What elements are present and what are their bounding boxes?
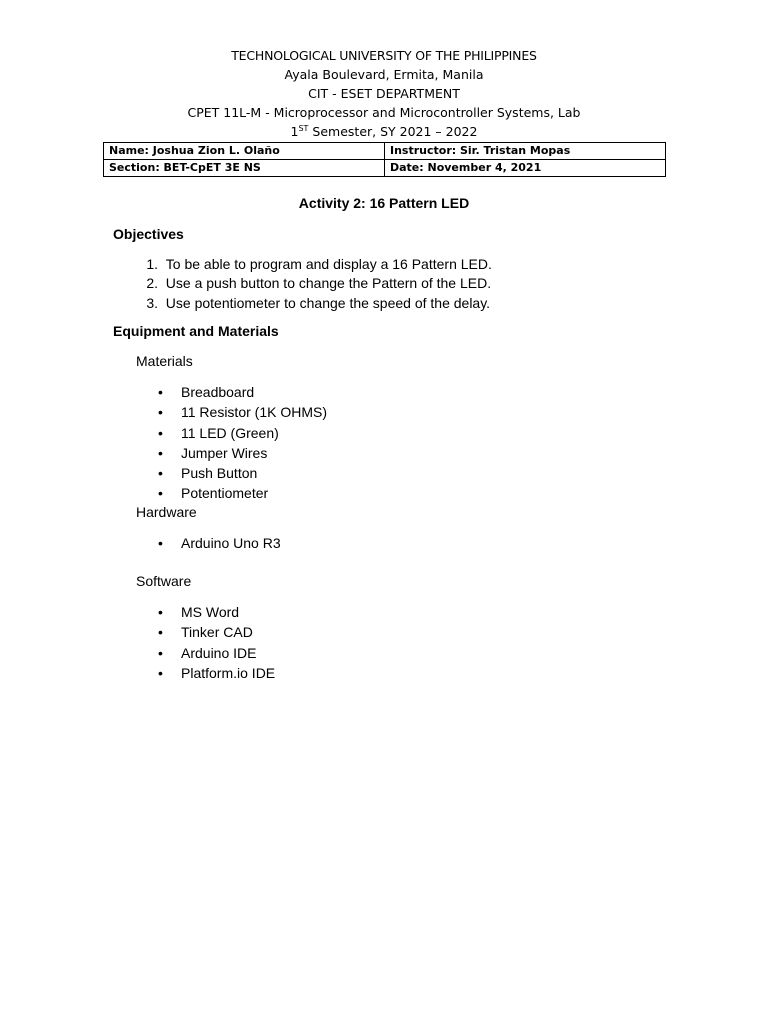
- activity-title: Activity 2: 16 Pattern LED: [298, 195, 470, 211]
- list-text: Jumper Wires: [181, 444, 268, 461]
- list-item: [158, 533, 281, 553]
- section-cell: Section: BET-CpET 3E NS: [104, 160, 385, 177]
- list-item: [158, 463, 327, 483]
- list-item: [158, 643, 275, 663]
- list-item: [113, 274, 492, 293]
- hardware-list: [158, 533, 281, 553]
- list-text: Potentiometer: [181, 485, 269, 502]
- software-list: [158, 602, 275, 683]
- list-item: [158, 382, 327, 402]
- list-item: [158, 423, 327, 443]
- bullet-icon: •: [158, 604, 163, 620]
- list-number: 1.: [146, 256, 158, 272]
- instructor-cell: Instructor: Sir. Tristan Mopas: [385, 143, 666, 160]
- software-label: Software: [136, 573, 192, 589]
- bullet-icon: •: [158, 485, 163, 502]
- date-cell: Date: November 4, 2021: [385, 160, 666, 177]
- semester-number: 1: [290, 124, 299, 139]
- list-text: Platform.io IDE: [181, 664, 276, 681]
- objectives-heading: Objectives: [113, 226, 184, 242]
- semester-text: Semester, SY 2021 – 2022: [308, 124, 478, 139]
- equipment-heading: Equipment and Materials: [113, 323, 279, 339]
- list-text: Arduino IDE: [181, 644, 257, 661]
- university-address: Ayala Boulevard, Ermita, Manila: [284, 67, 484, 82]
- department-name: CIT - ESET DEPARTMENT: [308, 86, 460, 101]
- student-name-cell: Name: Joshua Zion L. Olaño: [104, 143, 385, 160]
- list-text: Breadboard: [181, 384, 255, 400]
- materials-label: Materials: [136, 353, 193, 369]
- bullet-icon: •: [158, 404, 163, 421]
- bullet-icon: •: [158, 535, 163, 551]
- list-item: [113, 255, 492, 274]
- course-title: CPET 11L-M - Microprocessor and Microcontroller Systems, Lab: [187, 105, 581, 120]
- table-row: [104, 143, 666, 160]
- bullet-icon: •: [158, 664, 163, 681]
- list-text: Use potentiometer to change the speed of the delay.: [165, 294, 491, 311]
- bullet-icon: •: [158, 444, 163, 461]
- bullet-icon: •: [158, 644, 163, 661]
- list-item: [158, 402, 327, 422]
- university-name: TECHNOLOGICAL UNIVERSITY OF THE PHILIPPINES: [231, 48, 537, 63]
- list-text: Arduino Uno R3: [181, 535, 281, 551]
- list-number: 2.: [146, 275, 158, 292]
- list-text: MS Word: [181, 604, 240, 620]
- list-text: 11 Resistor (1K OHMS): [181, 404, 327, 421]
- list-text: To be able to program and display a 16 Pattern LED.: [165, 256, 492, 272]
- list-item: [158, 622, 275, 642]
- bullet-icon: •: [158, 465, 163, 482]
- list-number: 3.: [146, 294, 158, 311]
- list-text: Push Button: [181, 465, 258, 482]
- materials-list: [158, 382, 327, 504]
- bullet-icon: •: [158, 384, 163, 400]
- bullet-icon: •: [158, 624, 163, 641]
- hardware-label: Hardware: [136, 504, 197, 520]
- student-info-table: [103, 142, 666, 177]
- objectives-list: [113, 255, 492, 313]
- list-item: [113, 294, 492, 313]
- bullet-icon: •: [158, 424, 163, 441]
- table-row: [104, 160, 666, 177]
- list-item: [158, 483, 327, 503]
- list-text: Tinker CAD: [181, 624, 253, 641]
- list-text: 11 LED (Green): [181, 424, 279, 441]
- semester-line: [0, 124, 768, 140]
- semester-superscript: ST: [298, 124, 309, 133]
- list-text: Use a push button to change the Pattern of the LED.: [165, 275, 492, 292]
- list-item: [158, 663, 275, 683]
- list-item: [158, 602, 275, 622]
- list-item: [158, 443, 327, 463]
